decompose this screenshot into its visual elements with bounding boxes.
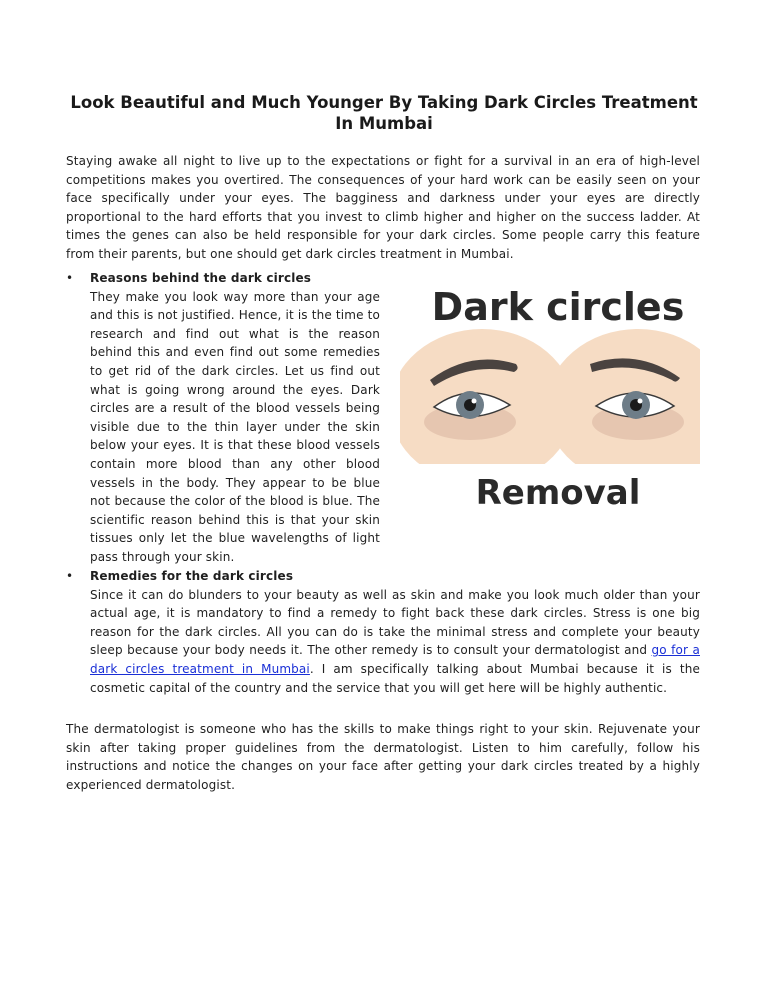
dark-circles-removal-image xyxy=(400,272,700,526)
image-text-top: Dark circles xyxy=(431,285,685,329)
section-body-remedies xyxy=(90,586,700,698)
section-body-reasons: They make you look way more than your age and this is not justified. Hence, it is the time to research and find out what is the reason behind this and even find out some remedies to get rid of the dark circles. Let us find out what is going wrong around the eyes. Dark circles are a result of the blood vessels being visible due to the thin layer under the skin below your eyes. It is that these blood vessels contain more blood than any other blood vessels in the body. They appear to be blue not because the color of the blood is blue. The scientific reason behind this is that your skin tissues only let the blue wavelengths of light pass through your skin. xyxy=(90,289,380,564)
remedies-text-after-link: . I am specifically talking about Mumbai because it is the cosmetic capital of the country and the service that you will get here will be highly authentic. xyxy=(90,661,700,695)
treatment-link[interactable]: go for a dark circles treatment in Mumbai xyxy=(90,643,700,676)
document-title: Look Beautiful and Much Younger By Taking Dark Circles Treatment In Mumbai xyxy=(70,93,698,133)
remedies-text-before-link: Since it can do blunders to your beauty as well as skin and make you look much older than your actual age, it is mandatory to find a remedy to fight back these dark circles. Stress is one big reason for the dark circles. All you can do is take the minimal stress and complete your beauty sleep because your body needs it. The other remedy is to consult your dermatologist and xyxy=(90,587,700,658)
closing-paragraph: The dermatologist is someone who has the skills to make things right to your skin. Rejuvenate your skin after taking proper guidelines from the dermatologist. Listen to him carefully, follow his instructions and notice the changes on your face after getting your dark circles treated by a highly experienced dermatologist. xyxy=(66,722,700,792)
intro-paragraph: Staying awake all night to live up to the expectations or fight for a survival in an era of high-level competitions makes you overtired. The consequences of your hard work can be easily seen on your face specifically under your eyes. The bagginess and darkness under your eyes are directly proportional to the hard efforts that you invest to climb higher and higher on the success ladder. At times the genes can also be held responsible for your dark circles. Some people carry this feature from their parents, but one should get dark circles treatment in Mumbai. xyxy=(66,154,700,261)
image-text-bottom: Removal xyxy=(475,473,641,513)
bullet-marker: • xyxy=(66,271,74,285)
section-heading-remedies: Remedies for the dark circles xyxy=(90,569,294,583)
section-remedies xyxy=(90,567,700,697)
section-heading-reasons: Reasons behind the dark circles xyxy=(90,271,312,285)
section-reasons xyxy=(90,269,380,567)
bullet-marker: • xyxy=(66,569,74,583)
